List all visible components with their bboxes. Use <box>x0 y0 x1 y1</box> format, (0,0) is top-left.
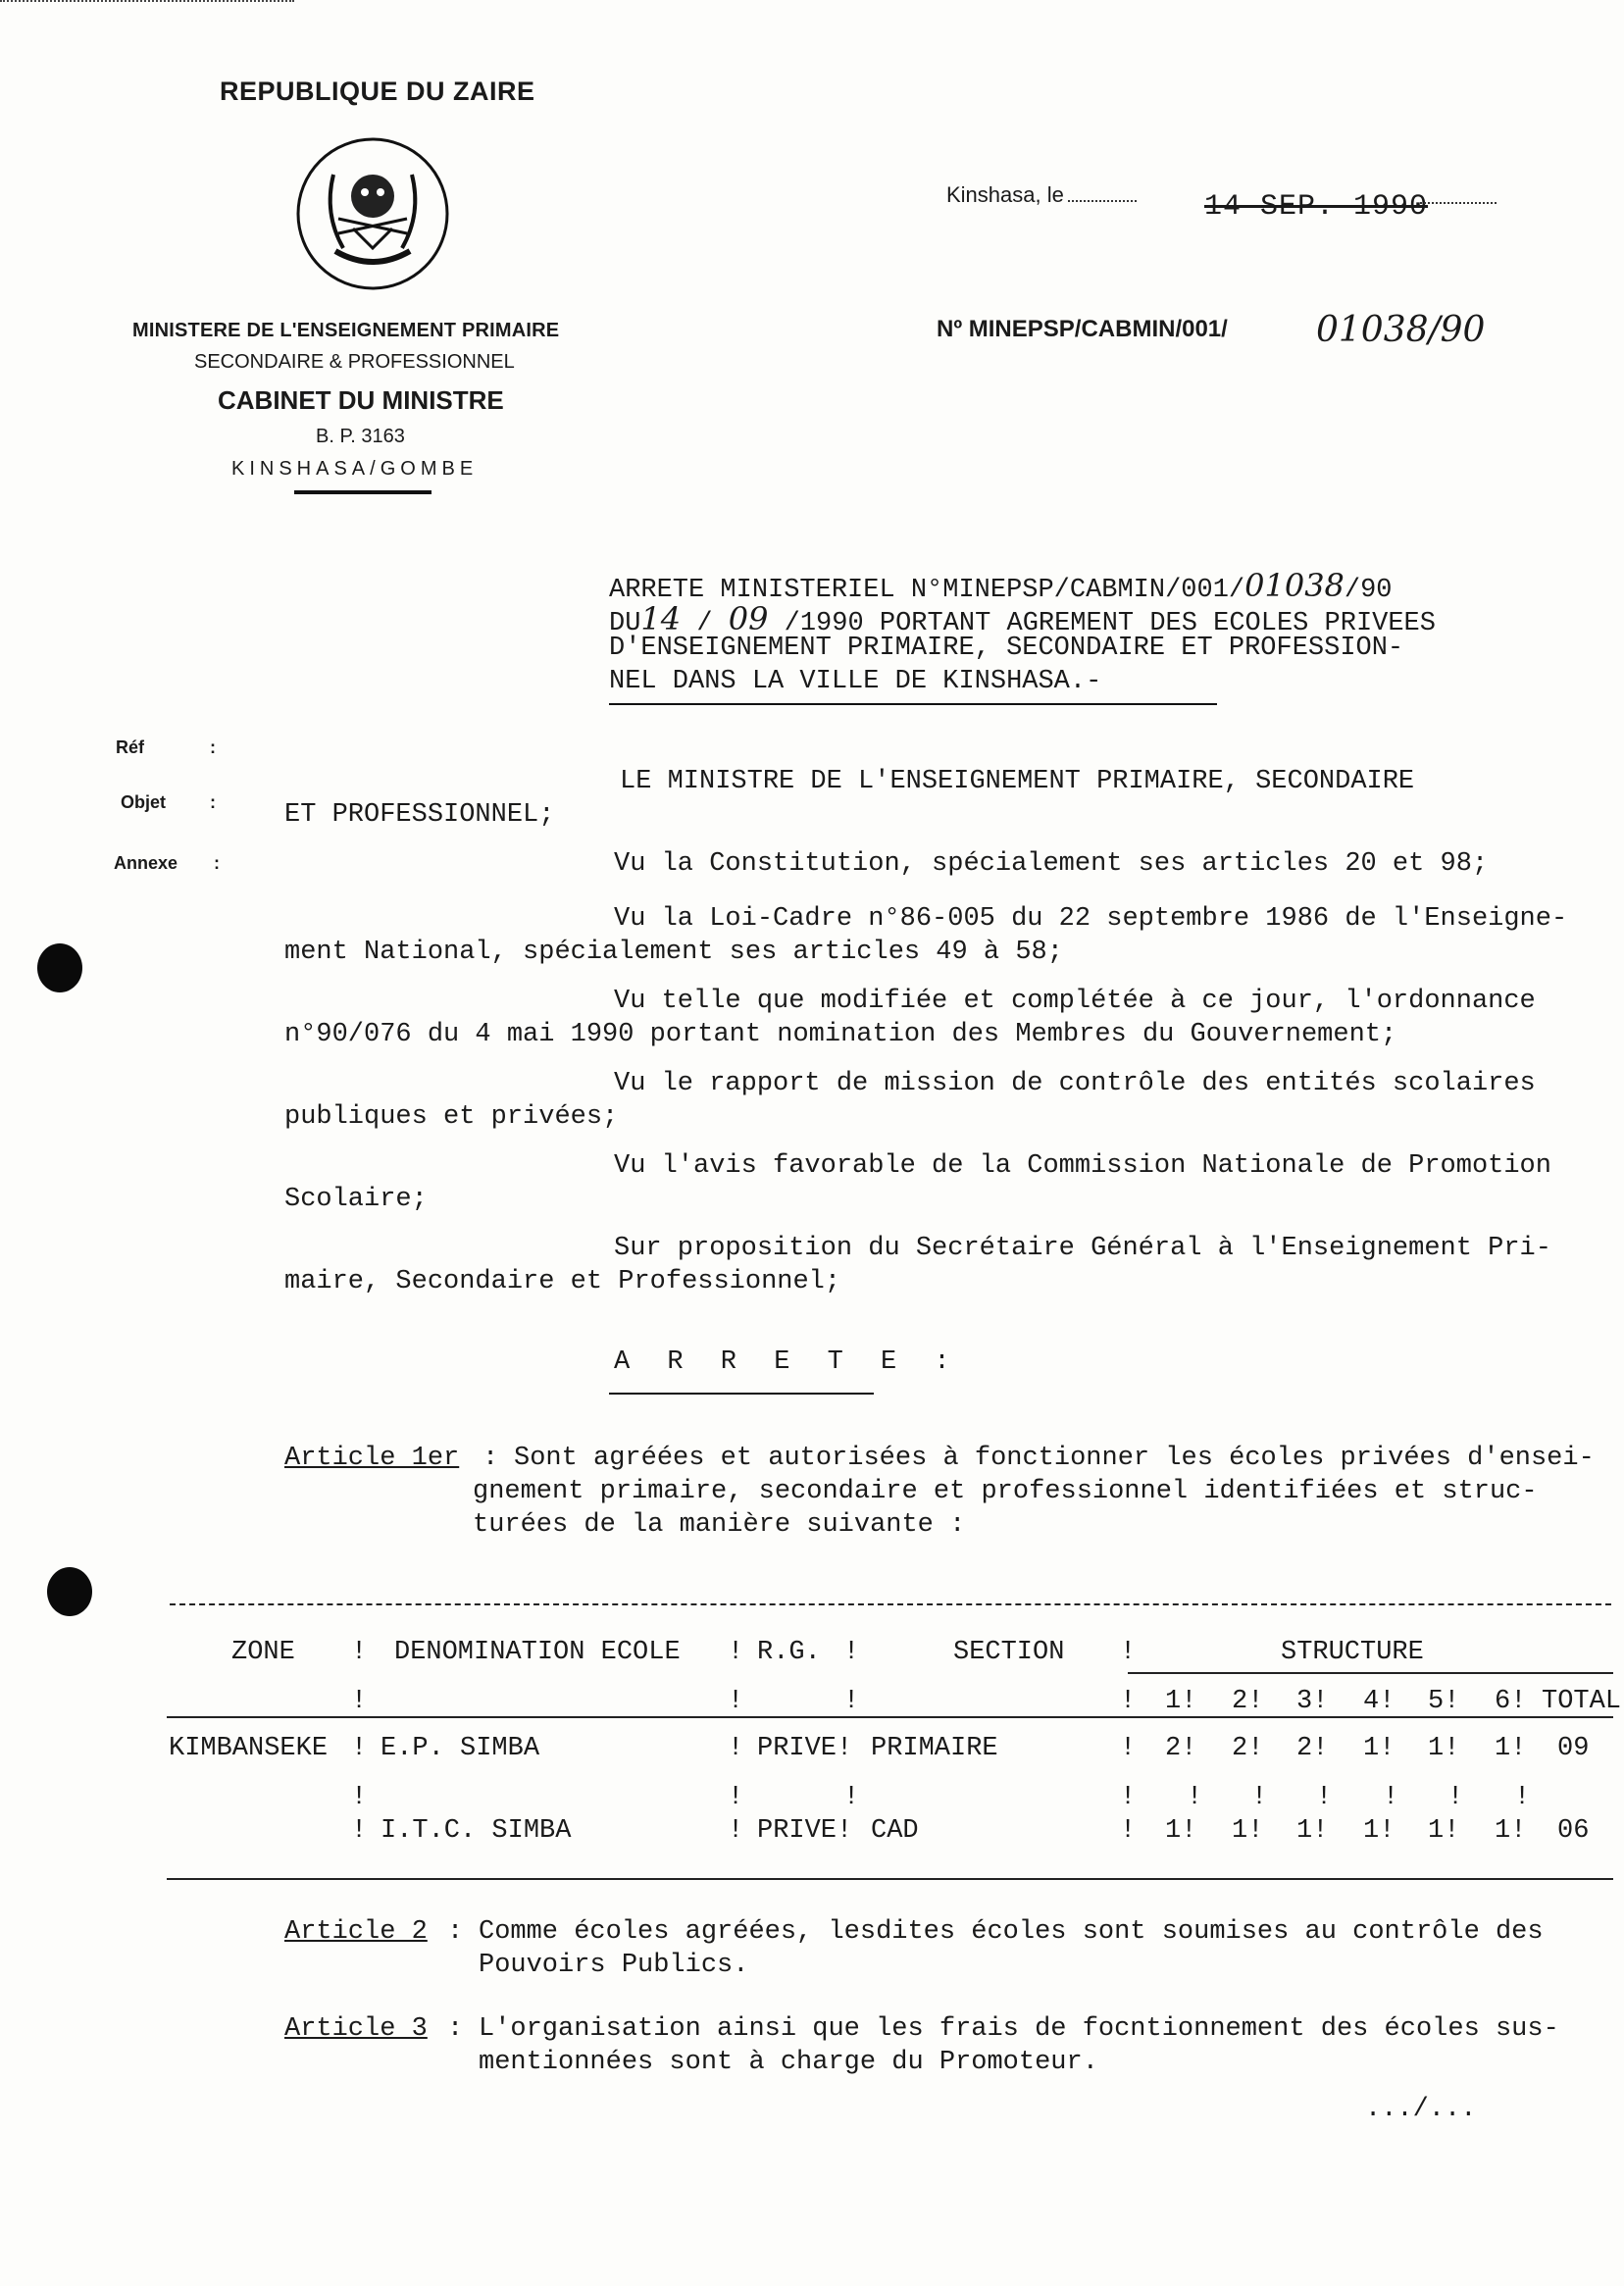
sur-proposition-1: Sur proposition du Secrétaire Général à l'Enseignement Pri- <box>614 1234 1551 1263</box>
level-header-2: 2! <box>1232 1687 1264 1716</box>
row-1-level-5: 1! <box>1428 1734 1460 1763</box>
col-sep: ! <box>351 1638 368 1667</box>
row-2-level-3: 1! <box>1296 1816 1329 1846</box>
sur-proposition-2: maire, Secondaire et Professionnel; <box>284 1267 841 1296</box>
table-bottom-rule <box>167 1878 1613 1880</box>
annexe-label: Annexe <box>114 853 178 873</box>
level-header-3: 3! <box>1296 1687 1329 1716</box>
col-sep: ! <box>1120 1638 1137 1667</box>
cabinet-heading: CABINET DU MINISTRE <box>218 385 504 415</box>
title-hand-day: 14 <box>640 600 682 637</box>
col-sep: ! <box>1120 1816 1137 1846</box>
arrete-underline <box>609 1393 874 1395</box>
col-sep: ! <box>1120 1687 1137 1716</box>
level-header-5: 5! <box>1428 1687 1460 1716</box>
dateline-label: Kinshasa, le <box>946 182 1064 207</box>
row-1-zone: KIMBANSEKE <box>169 1734 329 1763</box>
article-3-line-2: mentionnées sont à charge du Promoteur. <box>479 2048 1098 2077</box>
vu-rapport-2: publiques et privées; <box>284 1102 619 1132</box>
date-stamp: 14 SEP. 1990 <box>1204 190 1429 224</box>
ministry-line-1: MINISTERE DE L'ENSEIGNEMENT PRIMAIRE <box>132 320 560 341</box>
col-sep: ! <box>1383 1783 1399 1812</box>
article-1-line-1: Sont agréées et autorisées à fonctionner les écoles privées d'ensei- <box>514 1444 1595 1473</box>
row-2-level-2: 1! <box>1232 1816 1264 1846</box>
objet-label: Objet <box>121 792 167 812</box>
col-sep: ! <box>843 1638 860 1667</box>
article-3-line-1: L'organisation ainsi que les frais de focntionnement des écoles sus- <box>479 2014 1559 2044</box>
level-header-1: 1! <box>1165 1687 1197 1716</box>
vu-constitution: Vu la Constitution, spécialement ses articles 20 et 98; <box>614 849 1489 879</box>
annexe-colon: : <box>214 853 220 873</box>
col-sep: ! <box>728 1687 744 1716</box>
dateline-dots <box>1068 200 1137 202</box>
dateline <box>946 182 1141 208</box>
coat-of-arms-emblem <box>294 135 451 292</box>
continuation-mark: .../... <box>1365 2095 1477 2124</box>
objet-colon: : <box>210 792 216 812</box>
col-sep: ! <box>1251 1783 1268 1812</box>
row-2-level-4: 1! <box>1363 1816 1396 1846</box>
row-1-level-3: 2! <box>1296 1734 1329 1763</box>
row-1-section: PRIMAIRE <box>871 1734 998 1763</box>
reference-handwritten: 01038/90 <box>1316 310 1486 350</box>
row-1-level-2: 2! <box>1232 1734 1264 1763</box>
article-2-label: Article 2 <box>284 1917 428 1947</box>
row-2-level-5: 1! <box>1428 1816 1460 1846</box>
row-2-level-1: 1! <box>1165 1816 1197 1846</box>
col-sep: ! <box>351 1783 368 1812</box>
arrete-heading: A R R E T E : <box>614 1347 950 1377</box>
title-line-2-prefix: DU <box>609 609 641 638</box>
row-2-rg: PRIVE! <box>757 1816 853 1846</box>
row-1-level-1: 2! <box>1165 1734 1197 1763</box>
row-1-total: 09 <box>1557 1734 1590 1763</box>
structure-underline <box>1128 1672 1613 1674</box>
col-sep: ! <box>1187 1783 1203 1812</box>
article-1-label: Article 1er <box>284 1444 460 1473</box>
minister-line-2: ET PROFESSIONNEL; <box>284 800 555 830</box>
article-2-line-1: Comme écoles agréées, lesdites écoles sont soumises au contrôle des <box>479 1917 1544 1947</box>
title-line-3: D'ENSEIGNEMENT PRIMAIRE, SECONDAIRE ET PROFESSION- <box>609 634 1404 663</box>
row-1-rg: PRIVE! <box>757 1734 853 1763</box>
col-sep: ! <box>728 1638 744 1667</box>
article-1-sep: : <box>482 1444 499 1473</box>
col-header-zone: ZONE <box>231 1638 295 1667</box>
col-header-rg: R.G. <box>757 1638 821 1667</box>
row-1-school: E.P. SIMBA <box>381 1734 540 1763</box>
col-sep: ! <box>351 1734 368 1763</box>
col-sep: ! <box>728 1783 744 1812</box>
po-box: B. P. 3163 <box>316 426 405 447</box>
minister-line-1: LE MINISTRE DE L'ENSEIGNEMENT PRIMAIRE, SECONDAIRE <box>620 767 1415 796</box>
reference-number: Nº MINEPSP/CABMIN/001/ <box>937 316 1228 342</box>
col-sep: ! <box>351 1816 368 1846</box>
vu-ordonnance-2: n°90/076 du 4 mai 1990 portant nomination des Membres du Gouvernement; <box>284 1020 1397 1049</box>
title-line-1-prefix: ARRETE MINISTERIEL N°MINEPSP/CABMIN/001/ <box>609 576 1245 605</box>
ref-colon: : <box>210 737 216 757</box>
row-2-school: I.T.C. SIMBA <box>381 1816 572 1846</box>
punch-hole <box>37 943 82 992</box>
vu-rapport-1: Vu le rapport de mission de contrôle des entités scolaires <box>614 1069 1536 1098</box>
table-header-rule <box>167 1716 1613 1718</box>
ministry-line-2: SECONDAIRE & PROFESSIONNEL <box>194 351 515 373</box>
title-date-sep: / <box>696 609 713 638</box>
republic-heading: REPUBLIQUE DU ZAIRE <box>220 76 535 106</box>
article-1-line-3: turées de la manière suivante : <box>473 1510 966 1540</box>
letterhead-rule <box>294 490 431 494</box>
title-underline <box>609 703 1217 705</box>
ref-label: Réf <box>116 737 145 757</box>
level-header-4: 4! <box>1363 1687 1396 1716</box>
dateline-tail <box>1420 202 1497 204</box>
table-top-rule <box>170 1603 1611 1605</box>
col-sep: ! <box>1514 1783 1531 1812</box>
col-header-denomination: DENOMINATION ECOLE <box>394 1638 681 1667</box>
scan-artifact <box>0 0 294 6</box>
title-hand-number: 01038 <box>1244 567 1345 604</box>
article-1-line-2: gnement primaire, secondaire et professionnel identifiées et struc- <box>473 1477 1538 1506</box>
article-3-sep: : <box>447 2014 464 2044</box>
col-sep: ! <box>1120 1783 1137 1812</box>
title-line-1-suffix: /90 <box>1344 576 1393 605</box>
article-3-label: Article 3 <box>284 2014 428 2044</box>
title-line-2-suffix: /1990 PORTANT AGREMENT DES ECOLES PRIVEES <box>784 609 1436 638</box>
article-2-line-2: Pouvoirs Publics. <box>479 1951 749 1980</box>
col-header-section: SECTION <box>953 1638 1065 1667</box>
punch-hole <box>47 1567 92 1616</box>
vu-loi-cadre-1: Vu la Loi-Cadre n°86-005 du 22 septembre 1986 de l'Enseigne- <box>614 904 1568 934</box>
col-sep: ! <box>1316 1783 1333 1812</box>
article-2-sep: : <box>447 1917 464 1947</box>
title-hand-month: 09 <box>728 600 769 637</box>
col-sep: ! <box>728 1816 744 1846</box>
title-line-4: NEL DANS LA VILLE DE KINSHASA.- <box>609 667 1102 696</box>
col-header-total: TOTAL <box>1542 1687 1622 1716</box>
col-sep: ! <box>728 1734 744 1763</box>
col-header-structure: STRUCTURE <box>1281 1638 1424 1667</box>
level-header-6: 6! <box>1495 1687 1527 1716</box>
col-sep: ! <box>351 1687 368 1716</box>
city-line: KINSHASA/GOMBE <box>231 458 479 480</box>
vu-avis-1: Vu l'avis favorable de la Commission Nationale de Promotion <box>614 1151 1551 1181</box>
row-2-section: CAD <box>871 1816 919 1846</box>
row-1-level-6: 1! <box>1495 1734 1527 1763</box>
row-2-level-6: 1! <box>1495 1816 1527 1846</box>
vu-loi-cadre-2: ment National, spécialement ses articles 49 à 58; <box>284 938 1063 967</box>
vu-ordonnance-1: Vu telle que modifiée et complétée à ce jour, l'ordonnance <box>614 987 1536 1016</box>
col-sep: ! <box>843 1783 860 1812</box>
col-sep: ! <box>1120 1734 1137 1763</box>
vu-avis-2: Scolaire; <box>284 1185 428 1214</box>
col-sep: ! <box>843 1687 860 1716</box>
row-1-level-4: 1! <box>1363 1734 1396 1763</box>
col-sep: ! <box>1447 1783 1464 1812</box>
row-2-total: 06 <box>1557 1816 1590 1846</box>
